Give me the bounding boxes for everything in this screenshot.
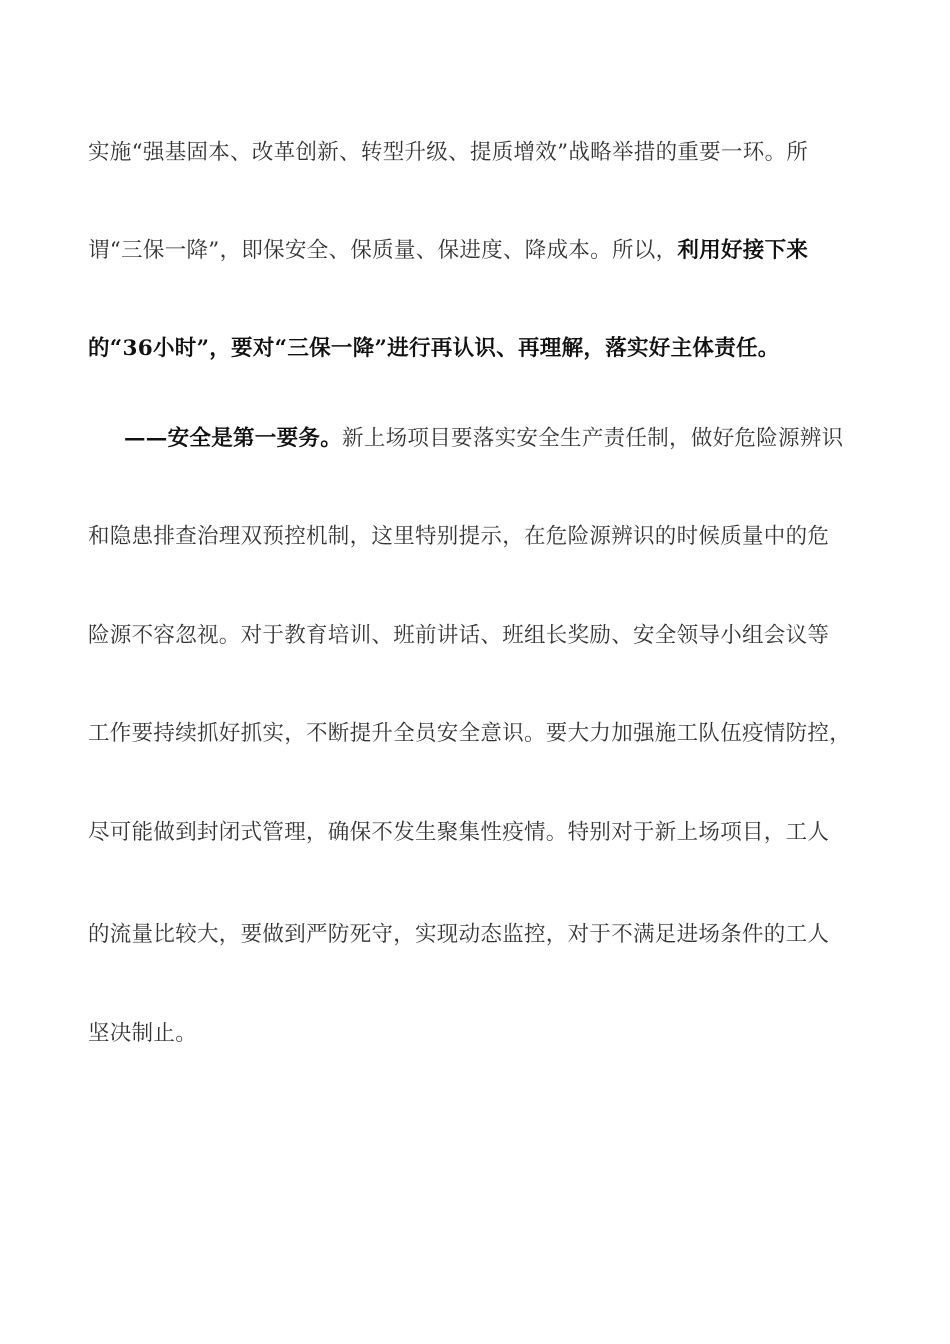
text-segment: 尽可能做到封闭式管理，确保不发生聚集性疫情。特别对于新上场项目，工人 [88,820,830,845]
paragraph-line [88,818,878,848]
paragraph-line [88,719,878,749]
section-heading: ——安全是第一要务。 [124,426,343,451]
text-segment: 坚决制止。 [88,1021,198,1046]
paragraph-line [88,522,878,552]
paragraph-line [88,334,878,364]
paragraph-line [88,920,878,950]
text-segment: 新上场项目要落实安全生产责任制，做好危险源辨识 [342,426,844,451]
text-segment: 谓“三保一降”，即保安全、保质量、保进度、降成本。所以， [88,238,678,263]
text-segment: 和隐患排查治理双预控机制，这里特别提示，在危险源辨识的时候质量中的危 [88,524,830,549]
bold-text-segment: 的“36小时”，要对“三保一降”进行再认识、再理解，落实好主体责任。 [88,336,780,361]
bold-text-segment: 利用好接下来 [677,238,809,263]
text-segment: 险源不容忽视。对于教育培训、班前讲话、班组长奖励、安全领导小组会议等 [88,623,830,648]
paragraph-line [88,1019,878,1049]
text-segment: 的流量比较大，要做到严防死守，实现动态监控，对于不满足进场条件的工人 [88,922,830,947]
section-heading-line [124,424,874,454]
paragraph-line [88,621,878,651]
text-segment: 实施“强基固本、改革创新、转型升级、提质增效”战略举措的重要一环。所 [88,140,809,165]
paragraph-line [88,236,878,266]
paragraph-line [88,138,878,168]
text-segment: 工作要持续抓好抓实，不断提升全员安全意识。要大力加强施工队伍疫情防控， [88,721,852,746]
